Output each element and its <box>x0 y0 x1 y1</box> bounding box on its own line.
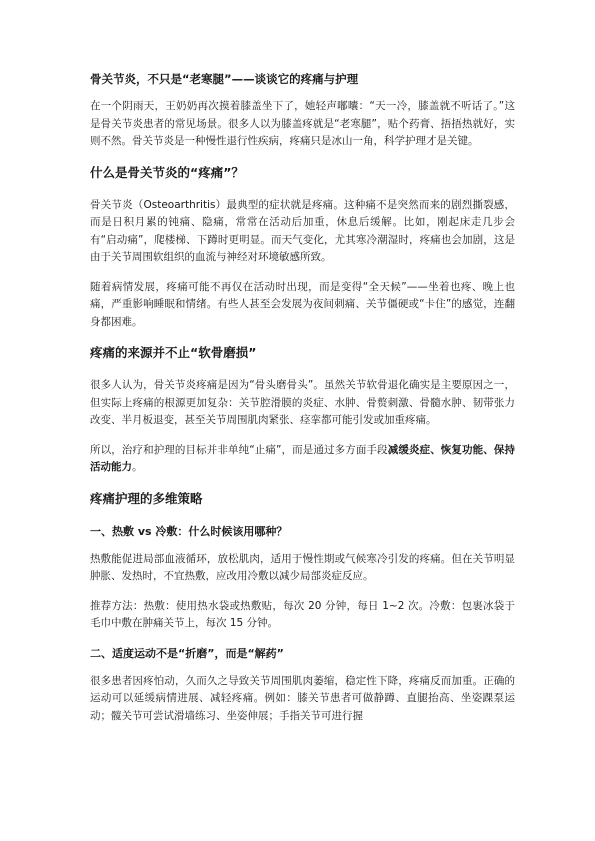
goal-suffix: 。 <box>132 461 143 473</box>
subsection-heading-exercise: 二、适度运动不是“折磨”，而是“解药” <box>90 646 284 660</box>
body-paragraph: 推荐方法：热敷：使用热水袋或热敷贴，每次 20 分钟，每日 1~2 次。冷敷：包裹冰袋于毛巾中敷在肿痛关节上，每次 15 分钟。 <box>90 599 515 629</box>
intro-paragraph: 在一个阴雨天，王奶奶再次摸着膝盖坐下了，她轻声嘟囔：“天一冷，膝盖就不听话了。”这是骨关节炎患者的常见场景。很多人以为膝盖疼就是“老寒腿”，贴个药膏、捂捂热就好，实则不然。骨关节炎是一种慢性退行性疾病，疼痛只是冰山一角，科学护理才是关键。 <box>90 100 515 147</box>
section-heading-pain-source: 疼痛的来源并不止“软骨磨损” <box>90 345 257 360</box>
goal-emphasis: 减缓炎症、恢复功能、保持活动能力 <box>90 443 516 473</box>
goal-text: 所以，治疗和护理的目标并非单纯“止痛”，而是通过多方面手段 <box>90 443 388 456</box>
section-heading-pain-definition: 什么是骨关节炎的“疼痛”？ <box>90 164 244 180</box>
goal-paragraph <box>90 442 515 477</box>
subsection-heading-hot-cold: 一、热敷 vs 冷敷：什么时候该用哪种？ <box>90 524 288 538</box>
document-title: 骨关节炎，不只是“老寒腿”——谈谈它的疼痛与护理 <box>90 72 359 86</box>
body-paragraph: 骨关节炎（Osteoarthritis）最典型的症状就是疼痛。这种痛不是突然而来的剧烈撕裂感，而是日积月累的钝痛、隐痛，常常在活动后加重，休息后缓解。比如，刚起床走几步会有“启动痛”，爬楼梯、下蹲时更明显。而天气变化，尤其寒冷潮湿时，疼痛也会加剧，这是由于关节周围软组织的血流与神经对环境敏感所致。 <box>90 198 515 263</box>
body-paragraph: 很多患者因疼怕动，久而久之导致关节周围肌肉萎缩，稳定性下降，疼痛反而加重。正确的运动可以延缓病情进展、减轻疼痛。例如：膝关节患者可做静蹲、直腿抬高、坐姿踝泵运动；髋关节可尝试滑墙练习、坐姿伸展；手指关节可进行握 <box>90 674 515 722</box>
body-paragraph: 热敷能促进局部血液循环，放松肌肉，适用于慢性期或气候寒冷引发的疼痛。但在关节明显肿胀、发热时，不宜热敷，应改用冷敷以减少局部炎症反应。 <box>90 552 515 582</box>
document-page <box>90 70 515 737</box>
section-heading-care-strategy: 疼痛护理的多维策略 <box>90 490 203 506</box>
body-paragraph: 很多人认为，骨关节炎疼痛是因为“骨头磨骨头”。虽然关节软骨退化确实是主要原因之一，但实际上疼痛的根源更加复杂：关节腔滑膜的炎症、水肿、骨赘刺激、骨髓水肿、韧带张力改变、半月板退变，甚至关节周围肌肉紧张、痉挛都可能引发或加重疼痛。 <box>90 379 515 426</box>
body-paragraph: 随着病情发展，疼痛可能不再仅在活动时出现，而是变得“全天候”——坐着也疼、晚上也痛，严重影响睡眠和情绪。有些人甚至会发展为夜间刺痛、关节僵硬或“卡住”的感觉，连翻身都困难。 <box>90 280 515 328</box>
